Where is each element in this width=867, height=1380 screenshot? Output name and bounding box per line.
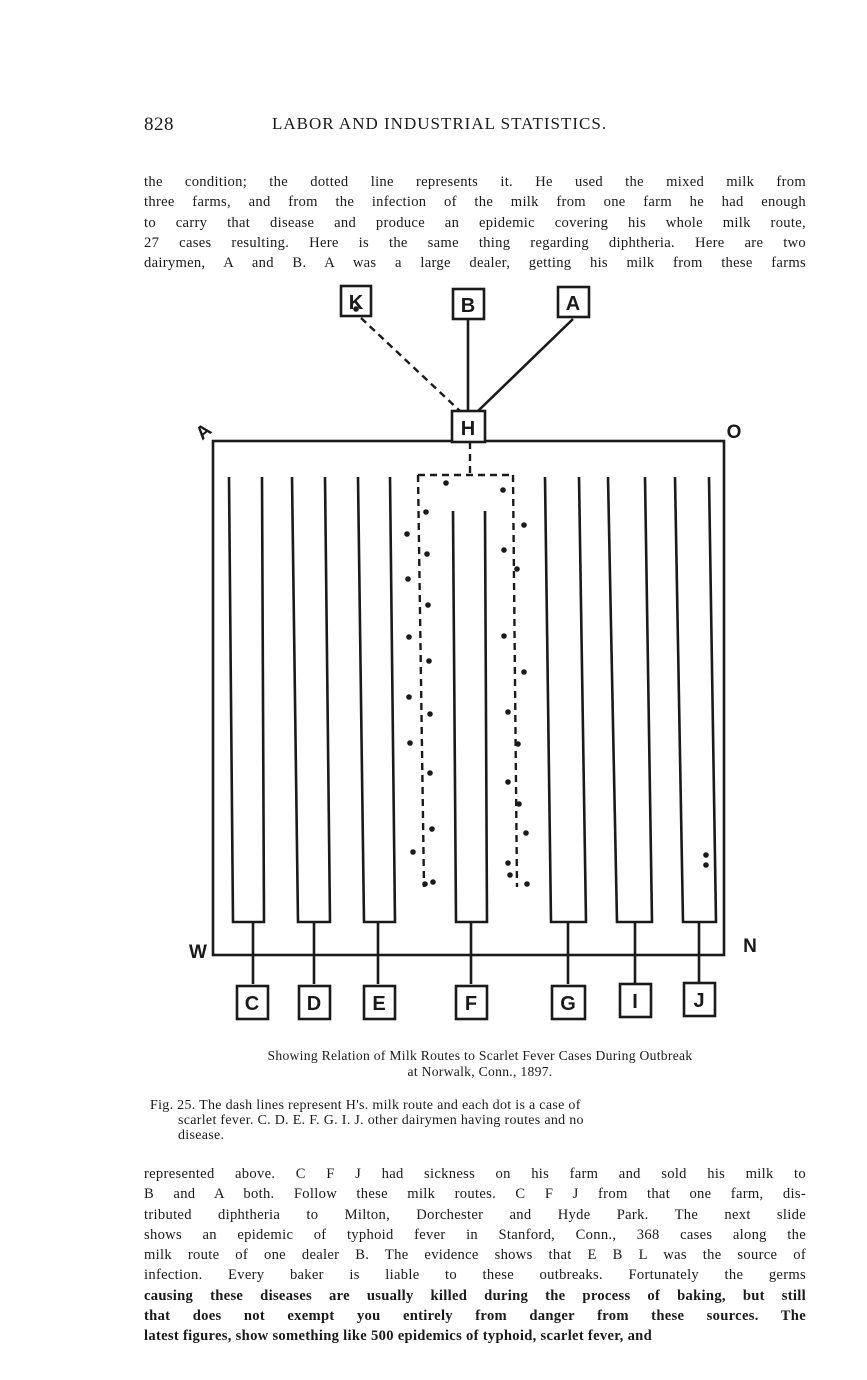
route-line-e	[358, 477, 395, 922]
case-dot	[516, 801, 522, 807]
case-dot	[501, 633, 507, 639]
case-dot	[505, 779, 511, 785]
label-b: B	[460, 295, 476, 317]
label-e: E	[372, 993, 386, 1015]
page-number: 828	[144, 114, 174, 135]
case-dot	[410, 849, 416, 855]
caption-line: at Norwalk, Conn., 1897.	[407, 1064, 553, 1079]
dash-right-branch	[513, 475, 517, 887]
note-line: scarlet fever. C. D. E. F. G. I. J. other dairymen having routes and no	[178, 1113, 584, 1128]
case-dot	[505, 709, 511, 715]
text-line-bold: that does not exempt you entirely from danger from these sources. The	[144, 1308, 806, 1325]
text-line: B and A both. Follow these milk routes. C F J from that one farm, dis-	[144, 1186, 806, 1203]
route-line-f	[453, 511, 487, 922]
case-dot	[507, 872, 513, 878]
case-dot	[407, 740, 413, 746]
label-h: H	[460, 418, 476, 440]
text-line: three farms, and from the infection of the milk from one farm he had enough	[144, 194, 806, 211]
text-line-bold: latest figures, show something like 500 epidemics of typhoid, scarlet fever, and	[144, 1328, 653, 1345]
route-line-g	[545, 477, 586, 922]
running-head: LABOR AND INDUSTRIAL STATISTICS.	[272, 114, 608, 133]
route-line-c	[229, 477, 264, 922]
label-d: D	[306, 993, 322, 1015]
route-line-i	[608, 477, 652, 922]
case-dot	[521, 522, 527, 528]
case-dot	[406, 694, 412, 700]
case-dot	[505, 860, 511, 866]
case-dot	[521, 669, 527, 675]
case-dot	[405, 576, 411, 582]
corner-label-se: N	[743, 936, 757, 957]
case-dot	[424, 551, 430, 557]
figure-caption	[150, 1048, 810, 1080]
case-dot	[703, 862, 709, 868]
text-line: to carry that disease and produce an epidemic covering his whole milk route,	[144, 214, 806, 231]
case-dot	[515, 741, 521, 747]
corner-label-nw: A	[191, 419, 216, 445]
line-a-to-h	[478, 319, 573, 411]
label-c: C	[244, 993, 260, 1015]
label-a: A	[565, 293, 581, 315]
milk-route-figure	[0, 280, 867, 1040]
text-line: tributed diphtheria to Milton, Dorchester and Hyde Park. The next slide	[144, 1206, 806, 1223]
bottom-paragraph	[144, 1164, 806, 1347]
top-paragraph	[144, 172, 806, 273]
case-dot	[514, 566, 520, 572]
case-dot	[426, 658, 432, 664]
case-dot	[425, 602, 431, 608]
case-dot	[429, 826, 435, 832]
case-dot	[524, 881, 530, 887]
route-line-d	[292, 477, 330, 922]
text-line: shows an epidemic of typhoid fever in Stanford, Conn., 368 cases along the	[144, 1226, 806, 1243]
label-i: I	[632, 991, 638, 1013]
text-line: infection. Every baker is liable to these outbreaks. Fortunately the germs	[144, 1267, 806, 1284]
text-line: represented above. C F J had sickness on his farm and sold his milk to	[144, 1166, 806, 1182]
corner-label-ne: O	[726, 422, 742, 443]
case-dot	[427, 711, 433, 717]
case-dot	[523, 830, 529, 836]
dash-k-to-h	[361, 318, 460, 411]
text-line: dairymen, A and B. A was a large dealer, getting his milk from these farms	[144, 255, 806, 272]
corner-label-sw: W	[189, 942, 207, 963]
case-dots	[353, 306, 709, 887]
label-j: J	[693, 990, 705, 1012]
milk-route-diagram	[0, 280, 867, 1040]
case-dot	[404, 531, 410, 537]
figure-note	[150, 1098, 806, 1143]
case-dot	[427, 770, 433, 776]
text-line: milk route of one dealer B. The evidence shows that E B L was the source of	[144, 1247, 806, 1264]
case-dot	[422, 881, 428, 887]
text-line: 27 cases resulting. Here is the same thing regarding diphtheria. Here are two	[144, 234, 806, 251]
case-dot	[406, 634, 412, 640]
route-line-j	[675, 477, 716, 922]
note-line: disease.	[178, 1128, 225, 1143]
label-g: G	[560, 993, 576, 1015]
label-k: K	[348, 292, 364, 314]
case-dot	[423, 509, 429, 515]
text-line: the condition; the dotted line represents it. He used the mixed milk from	[144, 174, 806, 190]
dash-left-branch	[418, 475, 424, 887]
label-f: F	[464, 993, 478, 1015]
note-line: Fig. 25. The dash lines represent H's. milk route and each dot is a case of	[150, 1098, 581, 1113]
case-dot	[443, 480, 449, 486]
case-dot	[703, 852, 709, 858]
text-line-bold: causing these diseases are usually killed during the process of baking, but still	[144, 1287, 806, 1304]
case-dot	[501, 547, 507, 553]
case-dot	[500, 487, 506, 493]
caption-line: Showing Relation of Milk Routes to Scarlet Fever Cases During Outbreak	[267, 1048, 693, 1063]
page-header	[144, 114, 804, 144]
case-dot	[430, 879, 436, 885]
